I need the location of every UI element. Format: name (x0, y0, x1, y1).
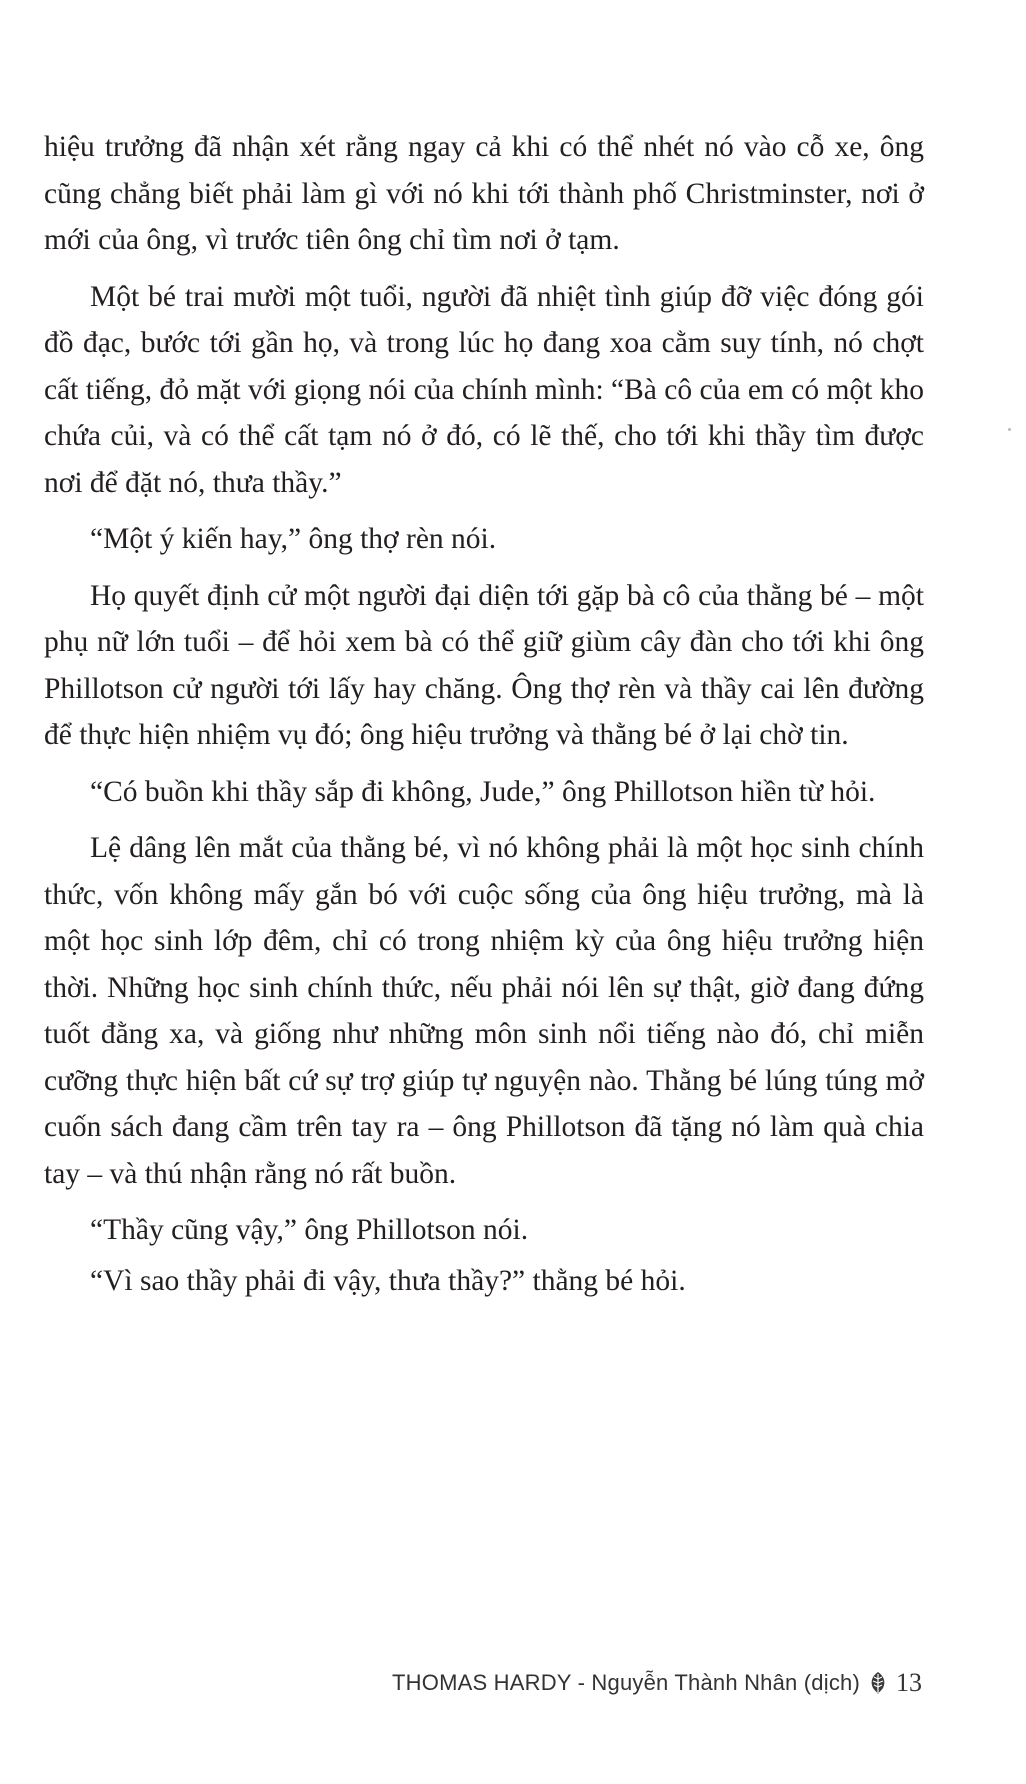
paragraph-1: hiệu trưởng đã nhận xét rằng ngay cả khi có thể nhét nó vào cỗ xe, ông cũng chẳng biết phải làm gì với nó khi tới thành phố Christminster, nơi ở mới của ông, vì trước tiên ông chỉ tìm nơi ở tạm. (44, 131, 924, 256)
paragraph-6: Lệ dâng lên mắt của thằng bé, vì nó không phải là một học sinh chính thức, vốn không mấy gắn bó với cuộc sống của ông hiệu trưởng, mà là một học sinh lớp đêm, chỉ có trong nhiệm kỳ của ông hiệu trưởng hiện thời. Những học sinh chính thức, nếu phải nói lên sự thật, giờ đang đứng tuốt đằng xa, và giống như những môn sinh nổi tiếng nào đó, chỉ miễn cưỡng thực hiện bất cứ sự trợ giúp tự nguyện nào. Thằng bé lúng túng mở cuốn sách đang cầm trên tay ra – ông Phillotson đã tặng nó làm quà chia tay – và thú nhận rằng nó rất buồn. (44, 832, 924, 1190)
footer-author: THOMAS HARDY - Nguyễn Thành Nhân (dịch) (392, 1670, 860, 1695)
paragraph-8: “Vì sao thầy phải đi vậy, thưa thầy?” thằng bé hỏi. (90, 1264, 686, 1297)
page-body (44, 124, 924, 1314)
paragraph-5: “Có buồn khi thầy sắp đi không, Jude,” ông Phillotson hiền từ hỏi. (90, 775, 876, 808)
paragraph-4: Họ quyết định cử một người đại diện tới gặp bà cô của thằng bé – một phụ nữ lớn tuổi – để hỏi xem bà có thể giữ giùm cây đàn cho tới khi ông Phillotson cử người tới lấy hay chăng. Ông thợ rèn và thầy cai lên đường để thực hiện nhiệm vụ đó; ông hiệu trưởng và thằng bé ở lại chờ tin. (44, 579, 924, 751)
scan-speck (1008, 428, 1011, 431)
paragraph-3: “Một ý kiến hay,” ông thợ rèn nói. (90, 523, 497, 555)
paragraph-2: Một bé trai mười một tuổi, người đã nhiệt tình giúp đỡ việc đóng gói đồ đạc, bước tới gần họ, và trong lúc họ đang xoa cằm suy tính, nó chợt cất tiếng, đỏ mặt với giọng nói của chính mình: “Bà cô của em có một kho chứa củi, và có thể cất tạm nó ở đó, có lẽ thế, cho tới khi thầy tìm được nơi để đặt nó, thưa thầy.” (44, 280, 924, 499)
paragraph-7: “Thầy cũng vậy,” ông Phillotson nói. (90, 1214, 529, 1246)
page-number: 13 (896, 1668, 922, 1697)
leaf-ornament-icon (866, 1670, 890, 1696)
page-footer (392, 1668, 922, 1698)
